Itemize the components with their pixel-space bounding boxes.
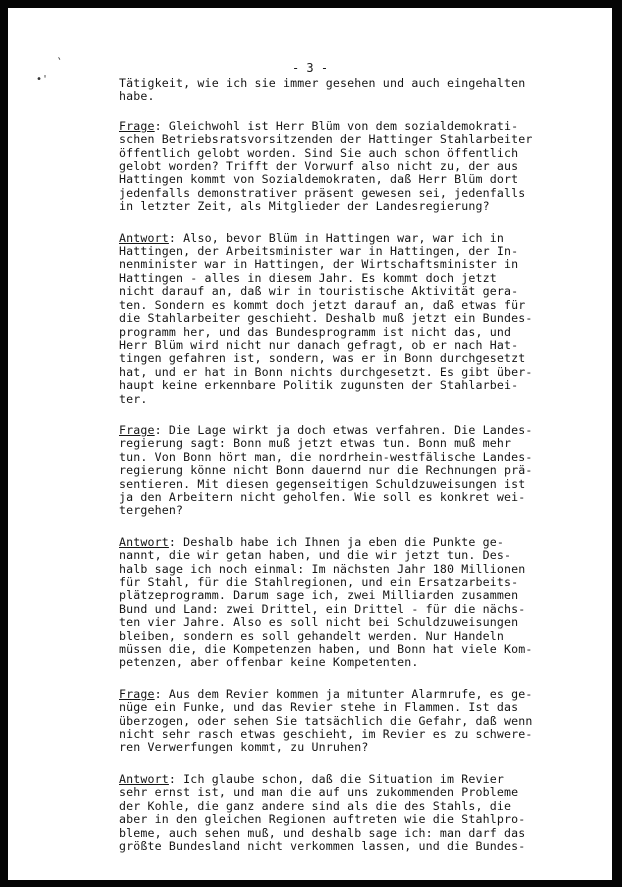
paragraph [119, 688, 551, 755]
paragraph [119, 424, 551, 518]
interview-text [119, 77, 551, 871]
paragraph-text: : Also, bevor Blüm in Hattingen war, war ich in Hattingen, der Arbeitsminister war in Hattingen, der In- nenminister war in Hattingen, der Wirtschaftsminister in Hattingen - alles in diesem Jahr. Es kommt doch jetzt nicht darauf an, daß wir in touristische Aktivität gera- ten. Sondern es kommt doch jetzt darauf an, daß etwas für die Stahlarbeiter geschieht. Deshalb muß jetzt ein Bundes- programm her, und das Bundesprogramm ist nicht das, und Herr Blüm wird nicht nur danach gefragt, ob er nach Hat- tingen gefahren ist, sondern, was er in Bonn durchgesetzt hat, und er hat in Bonn nichts durchgesetzt. Es gibt über- haupt keine erkennbare Politik zugunsten der Stahlarbei- ter. [119, 230, 533, 406]
paragraph-text: : Ich glaube schon, daß die Situation im Revier sehr ernst ist, und man die auf uns zukommenden Probleme der Kohle, die ganz andere sind als die des Stahls, die aber in den gleichen Regionen auftreten wie die Stahlpro- bleme, auch sehen muß, und deshalb sage ich: man darf das größte Bundesland nicht verkommen lassen, und die Bundes- [119, 771, 526, 853]
margin-mark: ' [55, 55, 67, 68]
paragraph-text: : Gleichwohl ist Herr Blüm von dem sozialdemokrati- schen Betriebsratsvorsitzenden der Hattinger Stahlarbeiter öffentlich gelobt worden. Sind Sie auch schon öffentlich gelobt worden? Trifft der Vorwurf also nicht zu, der aus Hattingen kommt von Sozialdemokraten, daß Herr Blüm dort jedenfalls demonstrativer präsent gewesen sei, jedenfalls in letzter Zeit, als Mitglieder der Landesregierung? [119, 118, 533, 214]
speaker-label: Antwort [119, 230, 169, 245]
speaker-label: Frage [119, 686, 155, 701]
paragraph-text: : Deshalb habe ich Ihnen ja eben die Punkte ge- nannt, die wir getan haben, und die wir jetzt tun. Des- halb sage ich noch einmal: Im nächsten Jahr 180 Millionen für Stahl, für die Stahlregionen, und ein Ersatzarbeits- plätzeprogramm. Darum sage ich, zwei Milliarden zusammen Bund und Land: zwei Drittel, ein Drittel - für die nächs- ten vier Jahre. Also es soll nicht bei Schuldzuweisungen bleiben, sondern es soll gehandelt werden. Nur Handeln müssen die, die Kompetenzen haben, und Bonn hat viele Kom- petenzen, aber offenbar keine Kompetenten. [119, 534, 533, 670]
speaker-label: Antwort [119, 771, 169, 786]
paragraph [119, 232, 551, 406]
paragraph [119, 773, 551, 853]
paragraph-text: : Die Lage wirkt ja doch etwas verfahren. Die Landes- regierung sagt: Bonn muß jetzt etwas tun. Bonn muß mehr tun. Von Bonn hört man, die nordrhein-westfälische Landes- regierung könne nicht Bonn dauernd nur die Rechnungen prä- sentieren. Mit diesen gegenseitigen Schuldzuweisungen ist ja den Arbeitern nicht geholfen. Wie soll es konkret wei- tergehen? [119, 422, 533, 518]
paragraph [119, 77, 551, 104]
page-number: - 3 - [291, 61, 329, 75]
paragraph-text: Tätigkeit, wie ich sie immer gesehen und auch eingehalten habe. [119, 76, 526, 104]
margin-mark: •' [36, 74, 49, 85]
speaker-label: Frage [119, 422, 155, 437]
paragraph-text: : Aus dem Revier kommen ja mitunter Alarmrufe, es ge- nüge ein Funke, und das Revier stehe in Flammen. Ist das überzogen, oder sehen Sie tatsächlich die Gefahr, daß wenn nicht sehr rasch etwas geschieht, im Revier es zu schwere- ren Verwerfungen kommt, zu Unruhen? [119, 686, 533, 755]
speaker-label: Frage [119, 118, 155, 133]
document-page [8, 8, 612, 880]
paragraph [119, 120, 551, 214]
paragraph [119, 536, 551, 670]
speaker-label: Antwort [119, 534, 169, 549]
